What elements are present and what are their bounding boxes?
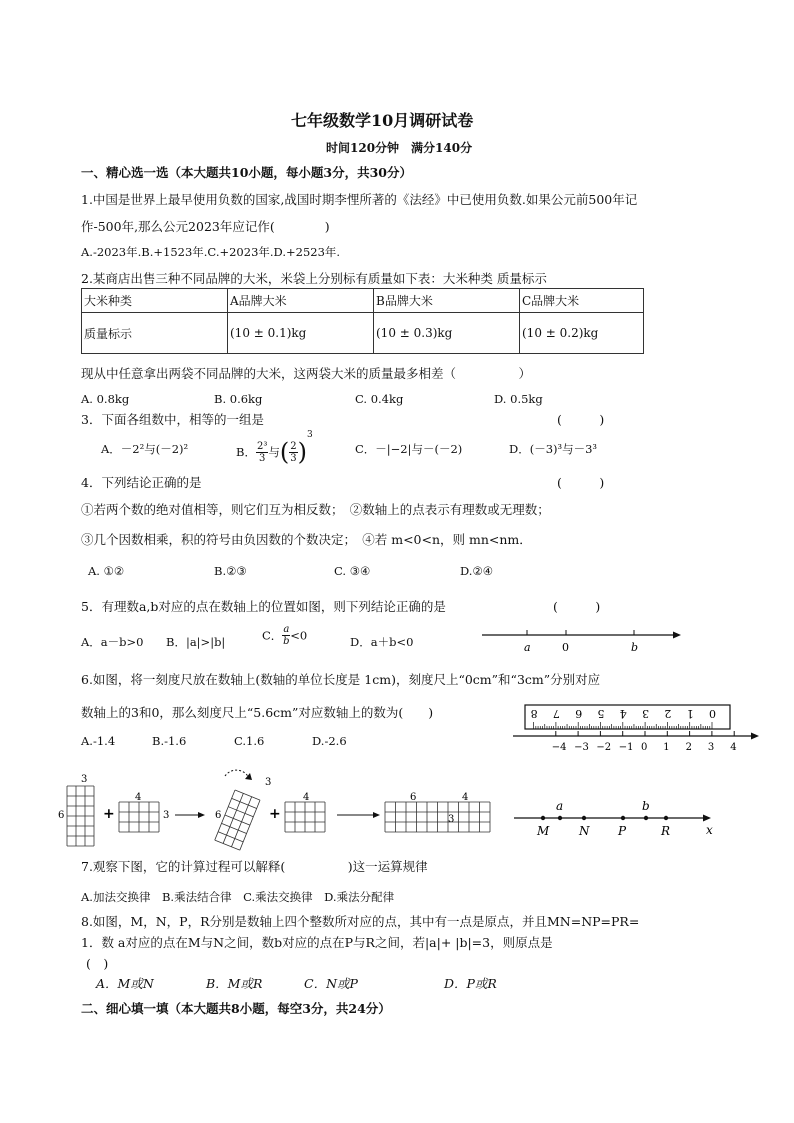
q3-option-d: D．(－3)³与－3³ (509, 442, 598, 456)
q4-statement-2: ③几个因数相乘，积的符号由负因数的个数决定； ④若 m<0<n，则 mn<nm． (81, 532, 532, 547)
axis-label: 3 (707, 742, 715, 753)
q3-left-paren: ( (279, 438, 290, 466)
grid5-three-label: 3 (448, 814, 455, 825)
label-R: R (661, 824, 671, 838)
ruler-label: 6 (575, 707, 583, 720)
q8-number-line (512, 798, 722, 838)
q5-fraction-num: a (283, 624, 290, 635)
q8-line2: 1．数 a对应的点在M与N之间，数b对应的点在P与R之间，若|a|+ |b|=3，则原点是 (81, 935, 553, 950)
q6-line1: 6.如图，将一刻度尺放在数轴上(数轴的单位长度是 1cm)，刻度尺上“0cm”和“3cm”分别对应 (81, 672, 601, 687)
grid2-height-label: 3 (163, 810, 170, 821)
q4-option-d: D.②④ (460, 564, 494, 578)
ruler-label: 3 (642, 707, 650, 720)
point-a (558, 816, 562, 820)
axis-label: 2 (685, 742, 692, 753)
rice-table-cell: (10 ± 0.3)kg (374, 313, 520, 354)
q2-option-a: A. 0.8kg (81, 392, 130, 406)
q5-answer-paren: ( ) (553, 599, 601, 614)
q4-answer-paren: ( ) (557, 475, 605, 490)
plus-sign-2: + (269, 806, 281, 822)
label-b: b (631, 641, 639, 654)
rotate-arrow (225, 770, 249, 778)
label-zero: 0 (562, 641, 569, 654)
label-P: P (618, 824, 627, 838)
q5-fraction-den: b (283, 636, 290, 647)
grid-4x3-b (285, 802, 325, 832)
q3-option-b-mid: 与 (268, 445, 280, 459)
rotated-grid (215, 790, 260, 850)
q8-line1: 8.如图，M，N，P，R分别是数轴上四个整数所对应的点，其中有一点是原点，并且MN=NP=PR= (81, 914, 640, 929)
rice-table-header-row (82, 289, 644, 313)
rotate-arrow-head (245, 773, 252, 780)
grid-line (232, 798, 257, 808)
q5-number-line (480, 626, 685, 656)
q8-line3: ( ) (86, 956, 109, 971)
page-title: 七年级数学10月调研试卷 (291, 111, 474, 130)
rice-table-row (82, 313, 644, 354)
q3-answer-paren: ( ) (557, 412, 605, 427)
axis-arrow (673, 632, 681, 639)
q3-fraction-2 (289, 441, 297, 464)
q6-option-a: A.-1.4 (81, 734, 116, 748)
q1-line2: 作-500年,那么公元2023年应记作( ) (81, 219, 330, 234)
grid4-width-label: 4 (303, 792, 310, 803)
q8-option-c: C．N或P (304, 976, 358, 991)
q8-option-b: B．M或R (206, 976, 263, 991)
arrow-1-head (198, 812, 205, 818)
q2-option-d: D. 0.5kg (494, 392, 543, 406)
point-M (541, 816, 545, 820)
q4-option-a: A. ①② (88, 564, 125, 578)
point-N (582, 816, 586, 820)
q6-option-c: C.1.6 (234, 734, 265, 748)
grid2-width-label: 4 (135, 792, 142, 803)
label-a: a (556, 799, 564, 813)
grid1-height-label: 6 (58, 810, 65, 821)
exam-info: 时间120分钟 满分140分 (326, 141, 473, 155)
ruler-label: 4 (619, 707, 627, 720)
q6-ruler-figure (510, 700, 770, 755)
axis-label: 4 (730, 742, 737, 753)
q6-option-b: B.-1.6 (152, 734, 187, 748)
ruler-ticks (534, 722, 712, 729)
section-2-heading: 二、细心填一填（本大题共8小题，每空3分，共24分） (81, 1001, 391, 1016)
ruler-label: 5 (597, 707, 605, 720)
q1-options: A.-2023年.B.+1523年.C.+2023年.D.+2523年. (81, 245, 341, 259)
q3-fraction-2-den: 3 (290, 452, 297, 464)
q3-right-paren: ) (297, 438, 307, 466)
q8-option-a: A．M或N (96, 976, 154, 991)
rice-table-cell: A品牌大米 (228, 289, 374, 313)
rice-table-cell: 质量标示 (82, 313, 228, 354)
q6-line2: 数轴上的3和0，那么刻度尺上“5.6cm”对应数轴上的数为( ) (81, 705, 434, 720)
rice-table-cell: C品牌大米 (520, 289, 644, 313)
point-b (644, 816, 648, 820)
plus-sign: + (103, 806, 115, 822)
q6-axis-ticks (556, 731, 734, 736)
q4-stem: 4．下列结论正确的是 (81, 475, 202, 490)
q7-figure (55, 770, 495, 850)
q6-option-d: D.-2.6 (312, 734, 347, 748)
q5-option-a: A．a－b>0 (81, 635, 144, 649)
rice-table (81, 288, 644, 354)
ruler-label: 7 (552, 707, 560, 720)
grid-4x3 (119, 802, 159, 832)
q7-options: A.加法交换律 B.乘法结合律 C.乘法交换律 D.乘法分配律 (81, 890, 395, 904)
q4-statement-1: ①若两个数的绝对值相等，则它们互为相反数； ②数轴上的点表示有理数或无理数； (81, 502, 550, 517)
q4-option-b: B.②③ (214, 564, 247, 578)
axis-label: 0 (641, 742, 648, 753)
point-P (621, 816, 625, 820)
axis-label: −1 (618, 742, 634, 753)
axis-label: −2 (596, 742, 612, 753)
q2-line1: 2.某商店出售三种不同品牌的大米，米袋上分别标有质量如下表：大米种类 质量标示 (81, 271, 547, 286)
q3-exponent: 3 (306, 430, 313, 440)
label-x: x (706, 823, 713, 837)
q5-option-b: B．|a|>|b| (166, 635, 226, 649)
grid-line (235, 790, 260, 800)
axis-label: 1 (663, 742, 670, 753)
grid-line (215, 840, 240, 850)
ruler-labels (531, 707, 716, 720)
axis-label: −3 (574, 742, 589, 753)
point-R (664, 816, 668, 820)
q2-line2: 现从中任意拿出两袋不同品牌的大米，这两袋大米的质量最多相差（ ） (81, 366, 532, 381)
q5-option-c-tail: <0 (290, 628, 308, 643)
label-a: a (524, 641, 531, 654)
q3-fraction-1-den: 3 (258, 452, 266, 464)
label-M: M (537, 824, 550, 838)
q3-fraction-1-num: 2³ (256, 440, 268, 452)
grid-combined (385, 802, 490, 832)
q1-line1: 1.中国是世界上最早使用负数的国家,战国时期李悝所著的《法经》中已使用负数.如果公元前500年记 (81, 192, 638, 207)
q2-option-b: B. 0.6kg (214, 392, 263, 406)
q4-option-c: C. ③④ (334, 564, 371, 578)
ruler-label: 2 (664, 707, 672, 720)
grid3-width-label: 3 (265, 777, 272, 788)
q5-option-d: D．a＋b<0 (350, 635, 414, 649)
q3-fraction-1 (256, 441, 268, 464)
grid3-height-label: 6 (215, 810, 222, 821)
q3-option-b (236, 430, 313, 466)
grid1-width-label: 3 (81, 774, 88, 785)
grid5-six-label: 6 (410, 792, 417, 803)
q2-option-c: C. 0.4kg (355, 392, 404, 406)
q5-option-c-label: C． (262, 628, 283, 643)
grid-line (225, 815, 250, 825)
q7-stem: 7.观察下图，它的计算过程可以解释( )这一运算规律 (81, 859, 428, 874)
q3-option-a: A．－2²与(－2)² (101, 442, 189, 456)
q5-stem: 5．有理数a,b对应的点在数轴上的位置如图，则下列结论正确的是 (81, 599, 446, 614)
rice-table-cell: 大米种类 (82, 289, 228, 313)
grid5-four-label: 4 (462, 792, 469, 803)
q3-stem: 3．下面各组数中，相等的一组是 (81, 412, 264, 427)
ruler-label: 0 (709, 707, 716, 720)
ruler-label: 1 (686, 707, 694, 720)
q6-axis-arrow (751, 733, 759, 740)
q3-option-b-label: B． (236, 445, 256, 459)
grid-3x6 (67, 786, 94, 846)
grid-line (218, 832, 243, 842)
axis-label: −4 (551, 742, 567, 753)
q5-option-c (262, 624, 307, 647)
rice-table-cell: (10 ± 0.2)kg (520, 313, 644, 354)
q3-fraction-2-num: 2 (290, 440, 297, 452)
rice-table-cell: B品牌大米 (374, 289, 520, 313)
arrow-2-head (373, 812, 380, 818)
label-b: b (642, 799, 650, 813)
q3-option-c: C．－|−2|与－(－2) (355, 442, 463, 456)
rice-table-cell: (10 ± 0.1)kg (228, 313, 374, 354)
grid-line (222, 823, 247, 833)
label-N: N (579, 824, 590, 838)
ruler-label: 8 (530, 707, 538, 720)
grid-line (228, 807, 253, 817)
section-1-heading: 一、精心选一选（本大题共10小题，每小题3分，共30分） (81, 165, 412, 180)
q8-axis-arrow (703, 815, 711, 822)
q8-option-d: D．P或R (444, 976, 497, 991)
q6-axis-labels (552, 742, 737, 753)
